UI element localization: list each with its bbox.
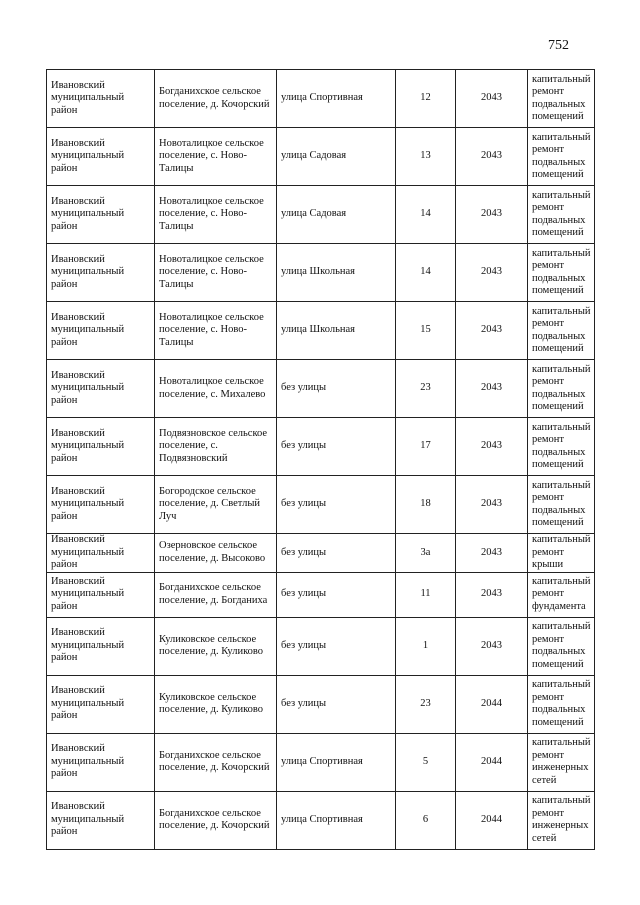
house-number-cell: 14	[396, 186, 456, 244]
settlement-cell: Богданихское сельское поселение, д. Кочорский	[155, 70, 277, 128]
district-cell: Ивановский муниципальный район	[47, 791, 155, 849]
work-type-cell: капитальный ремонт подвальных помещений	[528, 128, 595, 186]
house-number-cell: 1	[396, 617, 456, 675]
settlement-cell: Озерновское сельское поселение, д. Высоково	[155, 534, 277, 573]
table-row	[47, 675, 595, 733]
district-cell: Ивановский муниципальный район	[47, 476, 155, 534]
work-type-cell: капитальный ремонт подвальных помещений	[528, 244, 595, 302]
street-cell: без улицы	[277, 617, 396, 675]
table-row	[47, 186, 595, 244]
settlement-cell: Богданихское сельское поселение, д. Богданиха	[155, 572, 277, 617]
work-type-cell: капитальный ремонт фундамента	[528, 572, 595, 617]
street-cell: улица Спортивная	[277, 733, 396, 791]
table-row	[47, 302, 595, 360]
table-row	[47, 70, 595, 128]
house-number-cell: 6	[396, 791, 456, 849]
house-number-cell: 3а	[396, 534, 456, 573]
table-row	[47, 791, 595, 849]
street-cell: улица Спортивная	[277, 791, 396, 849]
street-cell: улица Спортивная	[277, 70, 396, 128]
street-cell: улица Школьная	[277, 244, 396, 302]
settlement-cell: Богородское сельское поселение, д. Светлый Луч	[155, 476, 277, 534]
street-cell: без улицы	[277, 675, 396, 733]
year-cell: 2043	[456, 617, 528, 675]
work-type-cell: капитальный ремонт подвальных помещений	[528, 418, 595, 476]
work-type-cell: капитальный ремонт подвальных помещений	[528, 70, 595, 128]
work-type-cell: капитальный ремонт подвальных помещений	[528, 675, 595, 733]
settlement-cell: Куликовское сельское поселение, д. Куликово	[155, 675, 277, 733]
page-number: 752	[548, 38, 569, 53]
street-cell: улица Садовая	[277, 128, 396, 186]
street-cell: без улицы	[277, 534, 396, 573]
house-number-cell: 15	[396, 302, 456, 360]
table-row	[47, 360, 595, 418]
house-number-cell: 12	[396, 70, 456, 128]
table-row	[47, 617, 595, 675]
year-cell: 2043	[456, 418, 528, 476]
year-cell: 2043	[456, 360, 528, 418]
settlement-cell: Новоталицкое сельское поселение, с. Ново-Талицы	[155, 302, 277, 360]
year-cell: 2043	[456, 302, 528, 360]
district-cell: Ивановский муниципальный район	[47, 128, 155, 186]
district-cell: Ивановский муниципальный район	[47, 244, 155, 302]
street-cell: без улицы	[277, 360, 396, 418]
table-row	[47, 733, 595, 791]
work-type-cell: капитальный ремонт подвальных помещений	[528, 360, 595, 418]
table-row	[47, 128, 595, 186]
street-cell: без улицы	[277, 572, 396, 617]
street-cell: без улицы	[277, 476, 396, 534]
year-cell: 2044	[456, 791, 528, 849]
work-type-cell: капитальный ремонт крыши	[528, 534, 595, 573]
work-type-cell: капитальный ремонт подвальных помещений	[528, 186, 595, 244]
year-cell: 2043	[456, 572, 528, 617]
district-cell: Ивановский муниципальный район	[47, 534, 155, 573]
work-type-cell: капитальный ремонт подвальных помещений	[528, 476, 595, 534]
district-cell: Ивановский муниципальный район	[47, 572, 155, 617]
street-cell: улица Школьная	[277, 302, 396, 360]
settlement-cell: Куликовское сельское поселение, д. Куликово	[155, 617, 277, 675]
year-cell: 2043	[456, 534, 528, 573]
settlement-cell: Новоталицкое сельское поселение, с. Ново-Талицы	[155, 244, 277, 302]
district-cell: Ивановский муниципальный район	[47, 733, 155, 791]
settlement-cell: Новоталицкое сельское поселение, с. Ново-Талицы	[155, 186, 277, 244]
settlement-cell: Новоталицкое сельское поселение, с. Михалево	[155, 360, 277, 418]
district-cell: Ивановский муниципальный район	[47, 360, 155, 418]
work-type-cell: капитальный ремонт подвальных помещений	[528, 617, 595, 675]
year-cell: 2043	[456, 244, 528, 302]
house-number-cell: 23	[396, 675, 456, 733]
house-number-cell: 13	[396, 128, 456, 186]
year-cell: 2043	[456, 476, 528, 534]
house-number-cell: 5	[396, 733, 456, 791]
house-number-cell: 11	[396, 572, 456, 617]
house-number-cell: 17	[396, 418, 456, 476]
district-cell: Ивановский муниципальный район	[47, 186, 155, 244]
year-cell: 2043	[456, 128, 528, 186]
settlement-cell: Новоталицкое сельское поселение, с. Ново-Талицы	[155, 128, 277, 186]
table-row	[47, 534, 595, 573]
table-row	[47, 572, 595, 617]
work-type-cell: капитальный ремонт инженерных сетей	[528, 733, 595, 791]
settlement-cell: Подвязновское сельское поселение, с. Подвязновский	[155, 418, 277, 476]
table-row	[47, 476, 595, 534]
settlement-cell: Богданихское сельское поселение, д. Кочорский	[155, 733, 277, 791]
work-type-cell: капитальный ремонт подвальных помещений	[528, 302, 595, 360]
year-cell: 2044	[456, 733, 528, 791]
district-cell: Ивановский муниципальный район	[47, 617, 155, 675]
district-cell: Ивановский муниципальный район	[47, 302, 155, 360]
year-cell: 2043	[456, 186, 528, 244]
table-row	[47, 244, 595, 302]
settlement-cell: Богданихское сельское поселение, д. Кочорский	[155, 791, 277, 849]
year-cell: 2043	[456, 70, 528, 128]
house-number-cell: 23	[396, 360, 456, 418]
district-cell: Ивановский муниципальный район	[47, 418, 155, 476]
work-type-cell: капитальный ремонт инженерных сетей	[528, 791, 595, 849]
house-number-cell: 18	[396, 476, 456, 534]
repair-registry-table	[46, 69, 595, 850]
street-cell: улица Садовая	[277, 186, 396, 244]
district-cell: Ивановский муниципальный район	[47, 675, 155, 733]
district-cell: Ивановский муниципальный район	[47, 70, 155, 128]
house-number-cell: 14	[396, 244, 456, 302]
table-row	[47, 418, 595, 476]
street-cell: без улицы	[277, 418, 396, 476]
year-cell: 2044	[456, 675, 528, 733]
